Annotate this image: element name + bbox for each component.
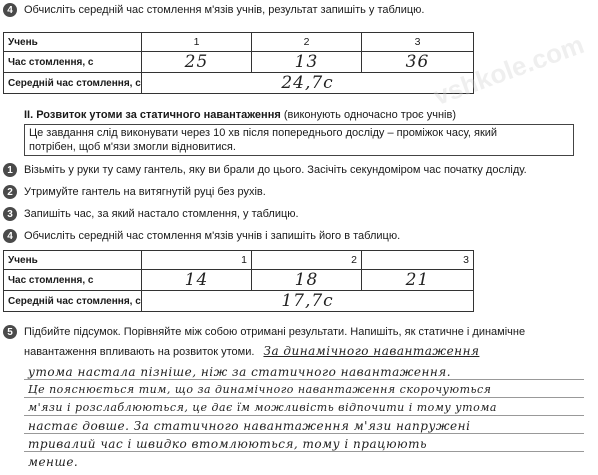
time-cell [252,52,362,73]
time-label: Час стомлення, с [4,52,142,73]
section-heading: II. Розвиток утоми за статичного навантаження [24,109,281,121]
column-header: 3 [362,251,474,270]
handwritten-answer-line: Це пояснюється тим, що за динамічного навантаження скорочуються [28,383,492,396]
step-text: Утримуйте гантель на витягнутій руці без рухів. [24,186,266,198]
handwritten-average: 17,7с [281,291,334,311]
answer-line [24,397,584,398]
handwritten-answer-line: тривалий час і швидко втомлюються, тому і працюють [28,437,428,451]
time-label: Час стомлення, с [4,270,142,291]
student-label: Учень [4,33,142,52]
time-cell [362,52,474,73]
column-header: 2 [252,33,362,52]
handwritten-average: 24,7с [281,73,334,93]
handwritten-value: 25 [184,52,209,72]
results-table-2 [3,250,474,312]
instruction-box [24,124,574,156]
average-label: Середній час стомлення, с [4,73,142,94]
step-text: Запишіть час, за який настало стомлення, у таблицю. [24,208,299,220]
handwritten-value: 13 [294,52,319,72]
time-cell [362,270,474,291]
answer-line [24,433,584,434]
time-cell [252,270,362,291]
task-number-badge: 4 [3,3,17,17]
task-5-question: Підбийте підсумок. Порівняйте між собою отримані результати. Напишіть, як статичне і динамічне [24,326,526,338]
answer-line [24,379,584,380]
handwritten-value: 18 [294,270,319,290]
step-badge: 4 [3,229,17,243]
column-header: 1 [142,33,252,52]
task-5-print: навантаження впливають на розвиток утоми. [24,346,255,358]
results-table-1 [3,32,474,94]
column-header: 2 [252,251,362,270]
student-label: Учень [4,251,142,270]
task-5-question-line2 [24,344,479,358]
column-header: 3 [362,33,474,52]
average-cell [142,73,474,94]
step-text: Обчисліть середній час стомлення м'язів учнів і запишіть його в таблицю. [24,230,401,242]
step-text: Візьміть у руки ту саму гантель, яку ви брали до цього. Засічіть секундоміром час початку досліду. [24,164,527,176]
handwritten-value: 14 [184,270,209,290]
section-note: (виконують одночасно троє учнів) [283,109,456,121]
step-badge: 2 [3,185,17,199]
time-cell [142,270,252,291]
column-header: 1 [142,251,252,270]
handwritten-answer-line: настає довше. За статичного навантаження м'язи напружені [28,419,471,433]
handwritten-value: 36 [405,52,430,72]
time-cell [142,52,252,73]
handwritten-answer-line: м'язи і розслаблюються, це дає їм можливість відпочити і тому утома [28,401,497,414]
watermark: vshkole.com [429,28,588,112]
step-badge: 1 [3,163,17,177]
answer-line [24,451,584,452]
average-label: Середній час стомлення, с [4,291,142,312]
instruction-line: Це завдання слід виконувати через 10 хв після попереднього досліду – проміжок часу, який [29,127,498,139]
average-cell [142,291,474,312]
handwritten-answer-line: утома настала пізніше, ніж за статичного навантаження. [28,365,452,379]
handwritten-answer: За динамічного навантаження [263,344,480,358]
task-number-badge: 5 [3,325,17,339]
instruction-line: потрібен, щоб м'язи змогли відновитися. [29,141,236,153]
section-title [24,109,456,121]
handwritten-answer-line: менше. [28,455,79,469]
step-badge: 3 [3,207,17,221]
task-4-text: Обчисліть середній час стомлення м'язів учнів, результат запишіть у таблицю. [24,4,425,16]
answer-line [24,415,584,416]
handwritten-value: 21 [405,270,430,290]
